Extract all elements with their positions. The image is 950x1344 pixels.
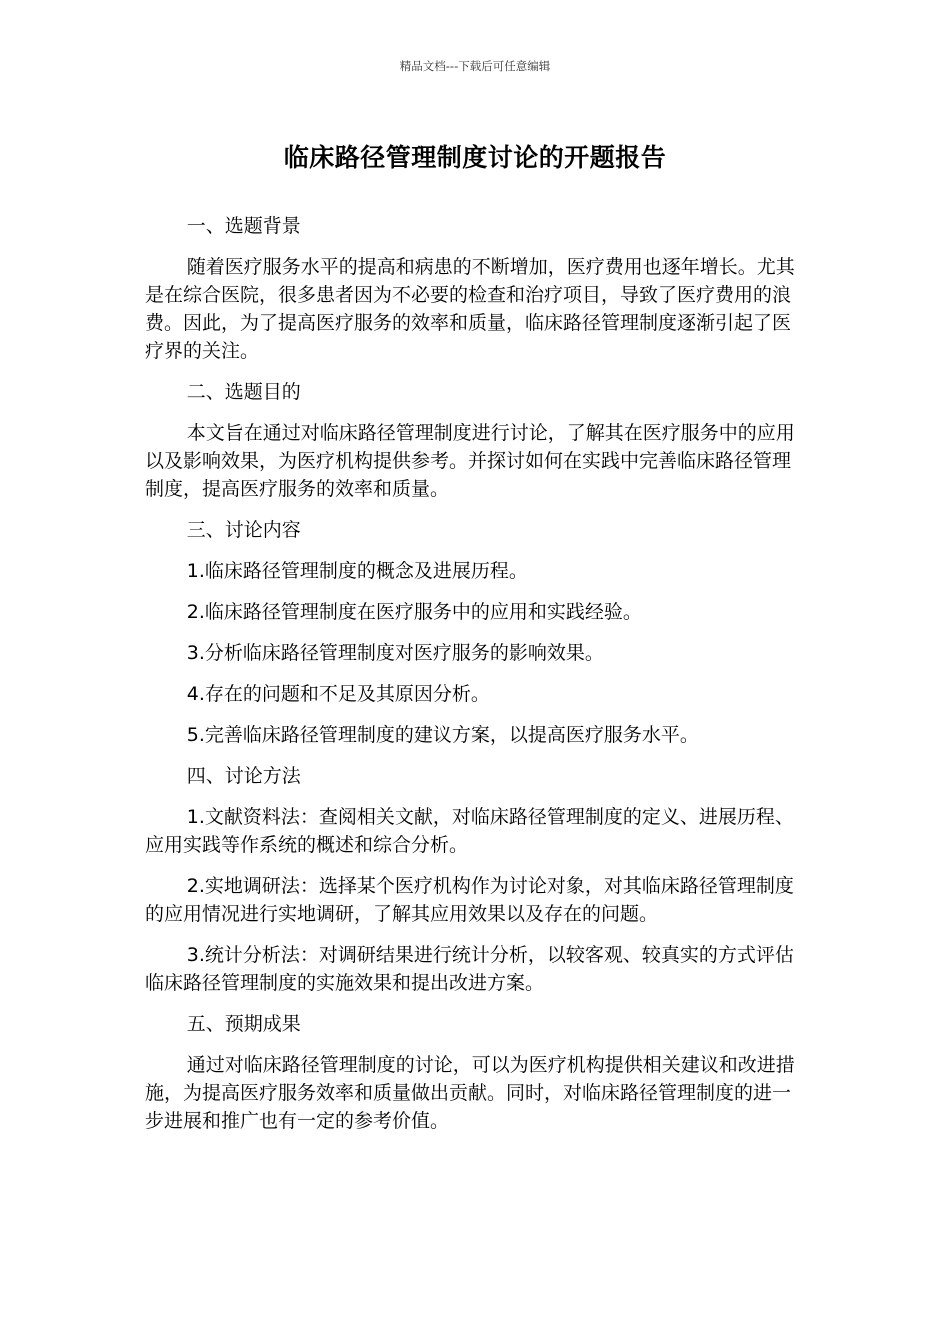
list-item-content-5: 5.完善临床路径管理制度的建议方案，以提高医疗服务水平。: [186, 724, 699, 746]
list-item-content-2: 2.临床路径管理制度在医疗服务中的应用和实践经验。: [186, 601, 642, 623]
list-item-content-4: 4.存在的问题和不足及其原因分析。: [186, 683, 490, 705]
paragraph-background: 随着医疗服务水平的提高和病患的不断增加，医疗费用也逐年增长。尤其是在综合医院，很多患者因为不必要的检查和治疗项目，导致了医疗费用的浪费。因此，为了提高医疗服务的效率和质量，临床路径管理制度逐渐引起了医疗界的关注。: [145, 256, 795, 362]
section-heading-content: 三、讨论内容: [186, 519, 301, 541]
list-item-method-1: 1.文献资料法：查阅相关文献，对临床路径管理制度的定义、进展历程、应用实践等作系统的概述和综合分析。: [145, 806, 794, 856]
list-item-content-1: 1.临床路径管理制度的概念及进展历程。: [186, 560, 528, 582]
paragraph-purpose: 本文旨在通过对临床路径管理制度进行讨论，了解其在医疗服务中的应用以及影响效果，为医疗机构提供参考。并探讨如何在实践中完善临床路径管理制度，提高医疗服务的效率和质量。: [145, 422, 795, 500]
section-heading-outcomes: 五、预期成果: [186, 1013, 301, 1035]
section-heading-purpose: 二、选题目的: [186, 381, 301, 403]
list-item-content-3: 3.分析临床路径管理制度对医疗服务的影响效果。: [186, 642, 604, 664]
section-heading-methods: 四、讨论方法: [186, 765, 301, 787]
list-item-method-3: 3.统计分析法：对调研结果进行统计分析，以较客观、较真实的方式评估临床路径管理制度的实施效果和提出改进方案。: [145, 944, 794, 994]
paragraph-outcomes: 通过对临床路径管理制度的讨论，可以为医疗机构提供相关建议和改进措施，为提高医疗服务效率和质量做出贡献。同时，对临床路径管理制度的进一步进展和推广也有一定的参考价值。: [145, 1054, 795, 1132]
document-title: 临床路径管理制度讨论的开题报告: [283, 143, 667, 172]
header-note: 精品文档---下载后可任意编辑: [399, 59, 551, 73]
section-heading-background: 一、选题背景: [186, 215, 301, 237]
document-body: [145, 212, 800, 1148]
list-item-method-2: 2.实地调研法：选择某个医疗机构作为讨论对象，对其临床路径管理制度的应用情况进行实地调研，了解其应用效果以及存在的问题。: [145, 875, 794, 925]
